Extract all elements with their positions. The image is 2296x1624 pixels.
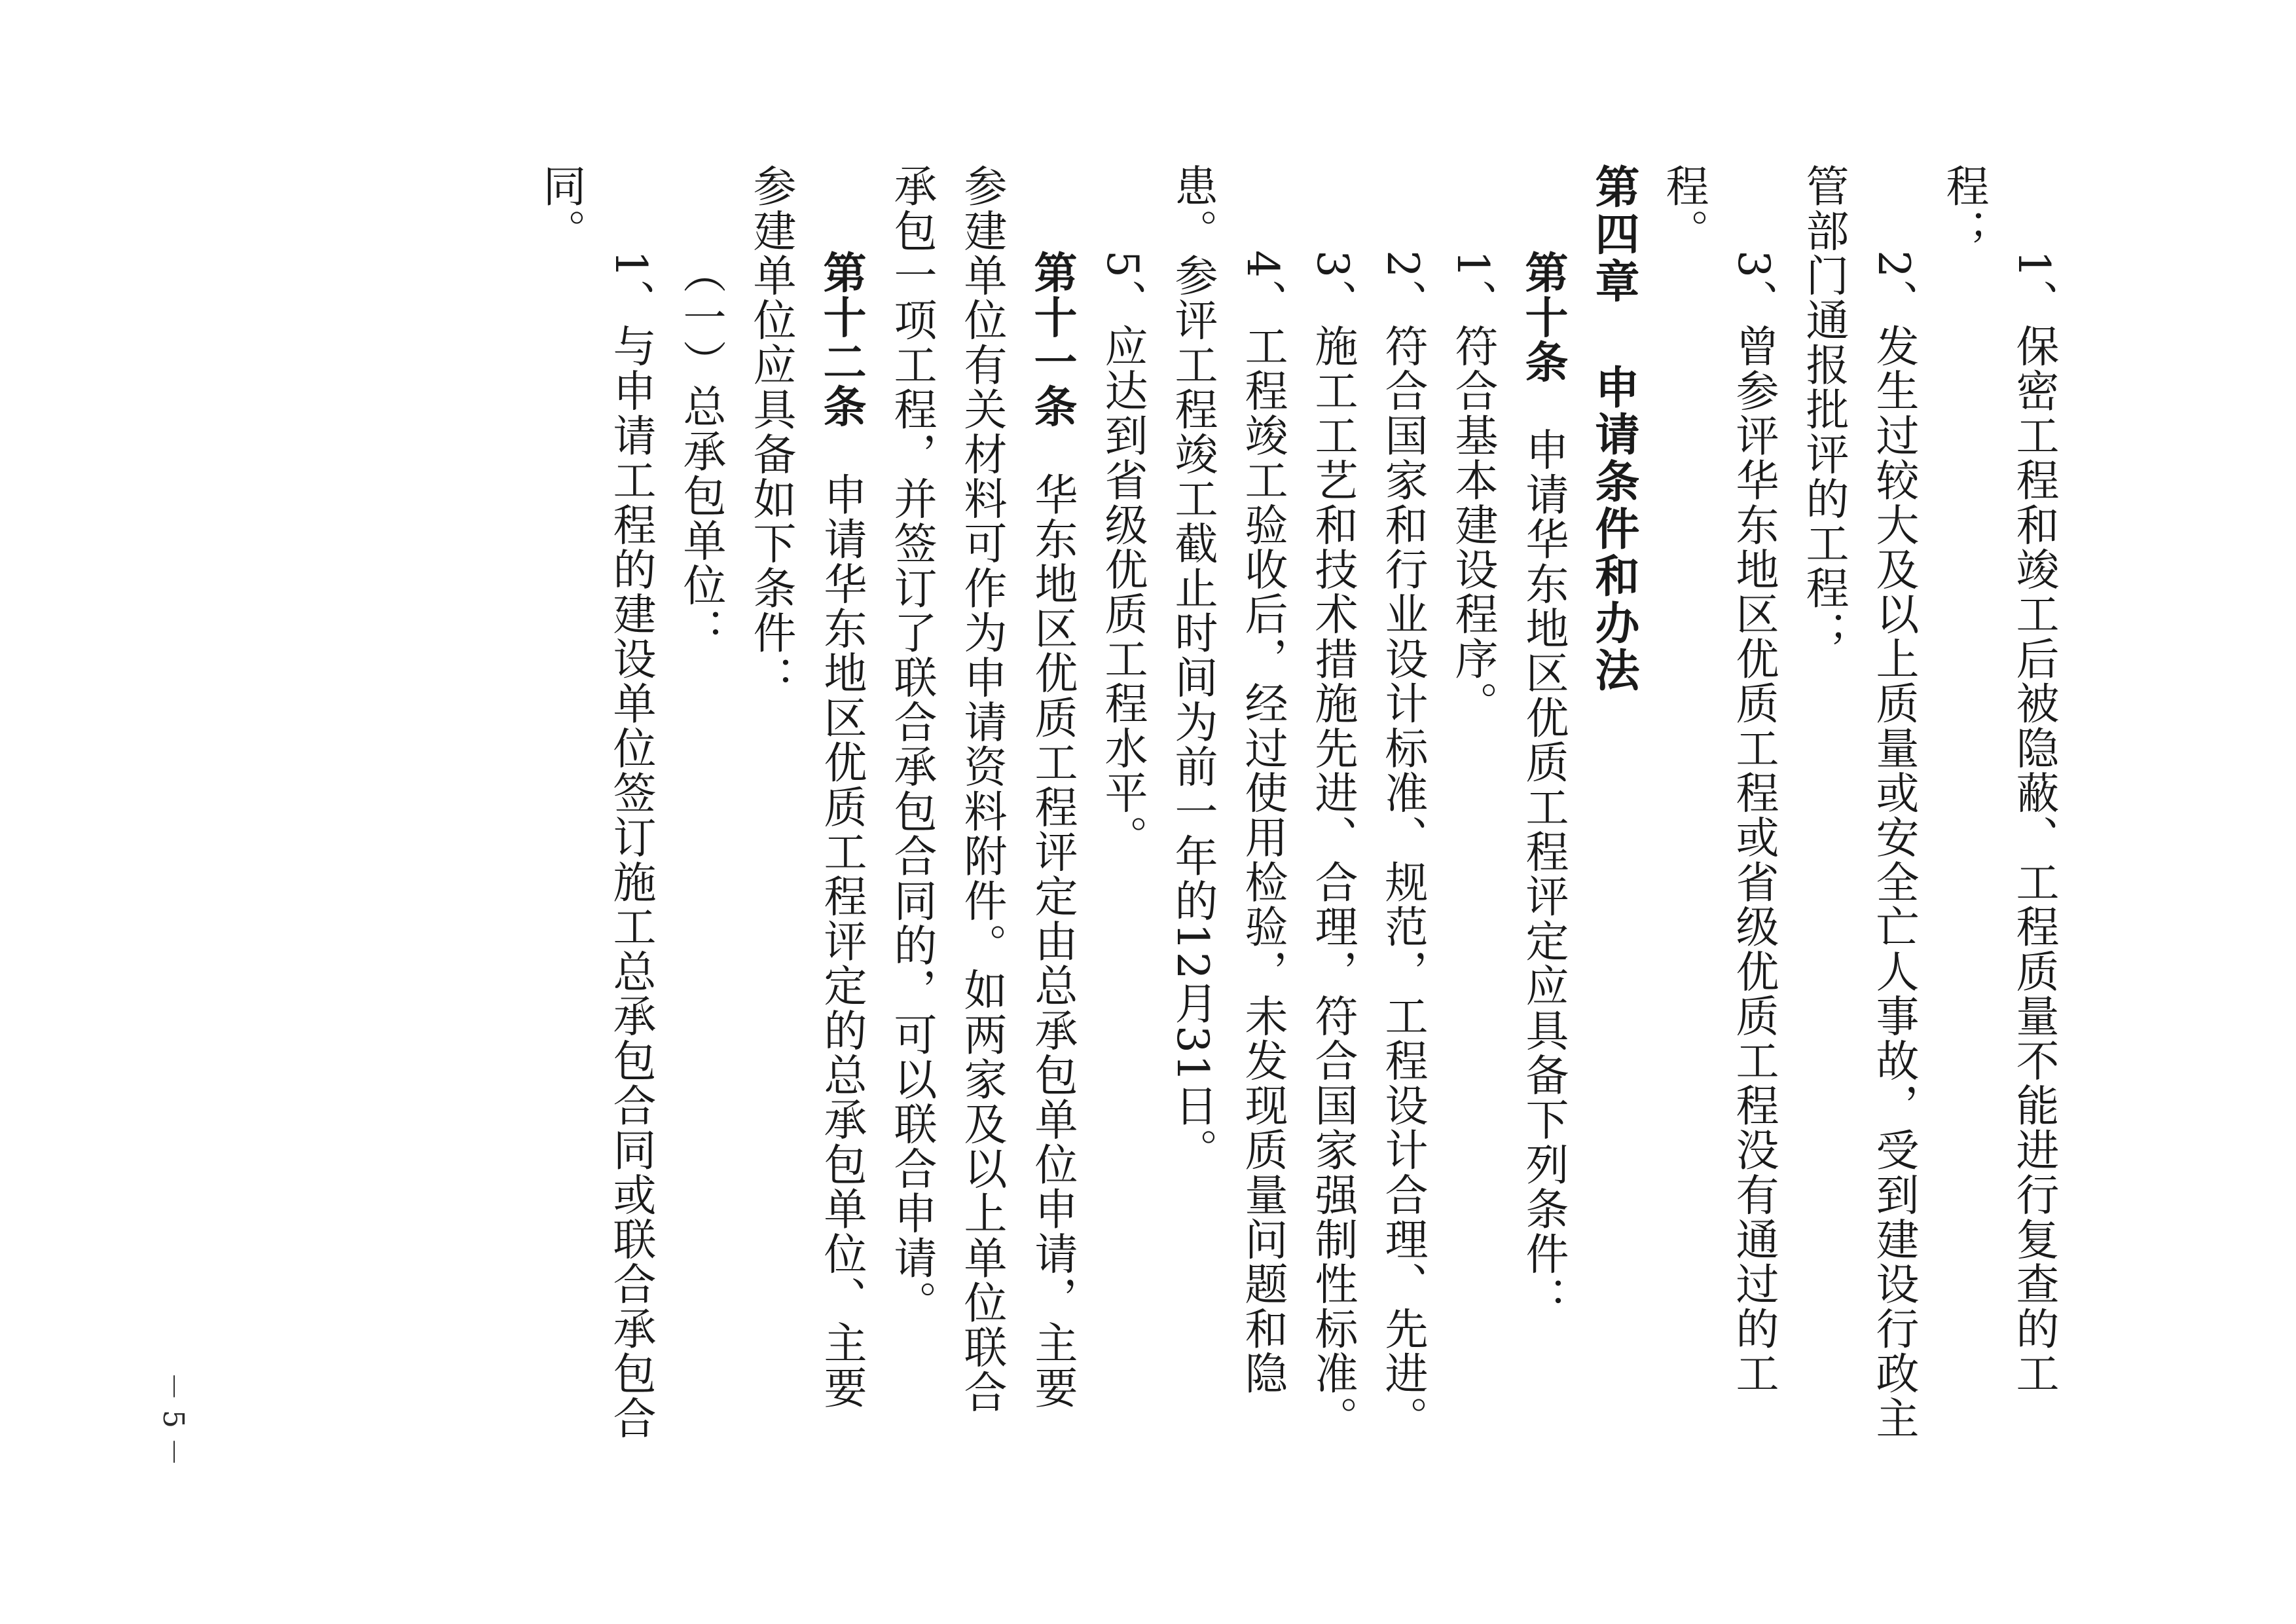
article-12-text: 申请华东地区优质工程评定的总承包单位、主要参建单位应具备如下条件： <box>746 164 867 1411</box>
sub-heading-general-contractor: （一）总承包单位： <box>676 250 726 652</box>
condition-2: 2、符合国家和行业设计标准、规范，工程设计合理、先进。 <box>1377 250 1428 1441</box>
document-body <box>183 164 2069 1447</box>
condition-1: 1、符合基本建设程序。 <box>1448 250 1498 726</box>
article-12-label: 第十二条 <box>816 250 867 429</box>
article-11-label: 第十一条 <box>1027 250 1078 429</box>
article-11 <box>877 164 1087 1447</box>
article-12 <box>736 164 877 1447</box>
sub-item-1: 1、与申请工程的建设单位签订施工总承包合同或联合承包合同。 <box>536 164 656 1441</box>
article-10-label: 第十条 <box>1518 250 1569 384</box>
condition-5: 5、应达到省级优质工程水平。 <box>1097 250 1148 860</box>
page-number: － 5 － <box>156 1372 190 1466</box>
chapter-number: 第四章 <box>1588 164 1640 305</box>
article-10 <box>1508 164 1578 1447</box>
item-1: 1、保密工程和竣工后被隐蔽、工程质量不能进行复查的工程； <box>1939 164 2059 1396</box>
condition-4: 4、工程竣工验收后，经过使用检验，未发现质量问题和隐患。参评工程竣工截止时间为前一年的12月31日。 <box>1167 164 1288 1396</box>
article-10-text: 申请华东地区优质工程评定应具备下列条件： <box>1518 427 1569 1321</box>
item-3: 3、曾参评华东地区优质工程或省级优质工程没有通过的工程。 <box>1658 164 1779 1396</box>
condition-3: 3、施工工艺和技术措施先进、合理，符合国家强制性标准。 <box>1307 250 1358 1441</box>
chapter-title: 申请条件和办法 <box>1588 364 1640 694</box>
chapter-heading <box>1578 164 1649 1447</box>
article-11-text: 华东地区优质工程评定由总承包单位申请，主要参建单位有关材料可作为申请资料附件。如两家及以上单位联合承包一项工程，并签订了联合承包合同的，可以联合申请。 <box>886 164 1078 1414</box>
item-2: 2、发生过较大及以上质量或安全亡人事故，受到建设行政主管部门通报批评的工程； <box>1798 164 1919 1441</box>
